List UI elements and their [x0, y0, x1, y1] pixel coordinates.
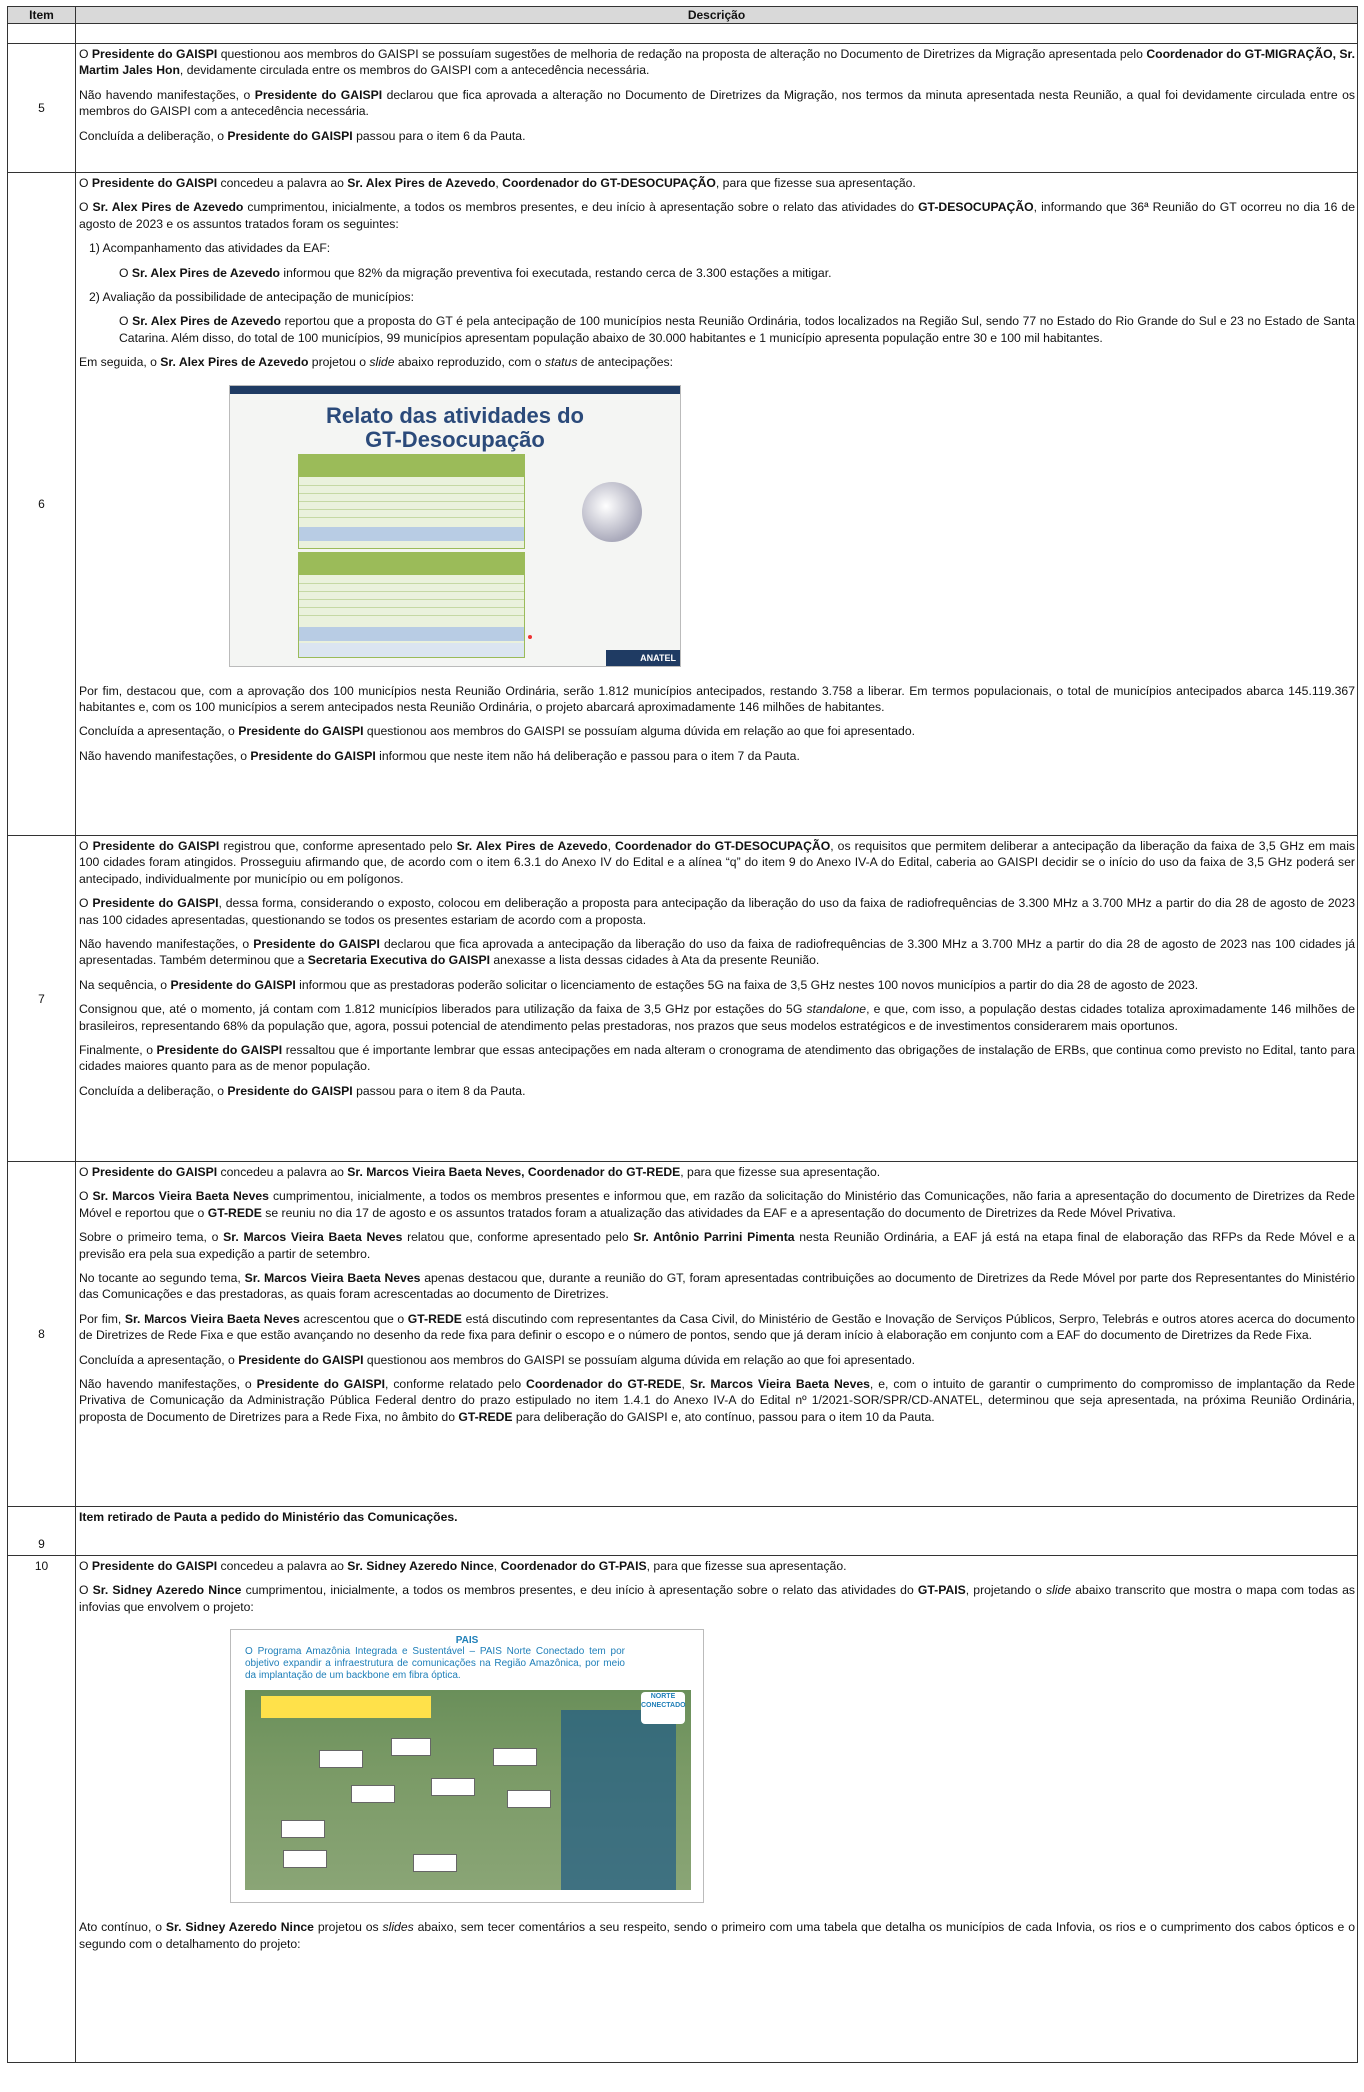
italic-text: slide — [369, 355, 395, 370]
text-run: O — [119, 265, 132, 280]
bold-text: GT-DESOCUPAÇÃO — [918, 200, 1034, 215]
text-run: cumprimentou, inicialmente, a todos os membros presentes, e deu início à apresentação sobre o relato das atividades do — [241, 1583, 918, 1598]
text-run: O — [79, 839, 93, 853]
paragraph — [79, 1164, 1355, 1180]
bold-text: Sr. Sidney Azeredo Nince — [92, 1583, 242, 1598]
slide-title — [230, 404, 680, 452]
paragraph — [79, 1919, 1355, 1952]
paragraph — [79, 1229, 1355, 1262]
bold-text: Sr. Sidney Azeredo Nince — [347, 1559, 494, 1573]
text-run: projetou o — [308, 355, 370, 370]
paragraph — [79, 895, 1355, 928]
slide-table-total — [299, 627, 524, 641]
paragraph — [79, 1083, 1355, 1099]
text-run: questionou aos membros do GAISPI se possuíam alguma dúvida em relação ao que foi apresentado. — [363, 724, 916, 739]
map-label-box — [431, 1778, 475, 1796]
text-run: informou que as prestadoras poderão solicitar o licenciamento de estações 5G na faixa de 3,5 GHz nestes 100 novos municípios a partir do dia 28 de agosto de 2023. — [295, 977, 1199, 992]
text-run: Não havendo manifestações, o — [79, 937, 254, 952]
italic-text: standalone — [806, 1002, 867, 1017]
paragraph — [79, 838, 1355, 887]
bold-text: Coordenador do GT-PAIS — [500, 1559, 647, 1573]
text-run: O — [79, 896, 93, 911]
table-row — [8, 44, 1358, 173]
text-run: Consignou que, até o momento, já contam com 1.812 municípios liberados para utilização da faixa de 3,5 GHz por estações do 5G — [79, 1002, 807, 1017]
bold-text: Sr. Marcos Vieira Baeta Neves — [92, 1189, 269, 1204]
italic-text: slides — [382, 1920, 414, 1935]
text-run: concedeu a palavra ao — [217, 1165, 348, 1179]
text-run: O — [79, 200, 93, 215]
list-item: 2) Avaliação da possibilidade de antecipação de municípios: — [89, 290, 414, 305]
bold-text: Sr. Antônio Parrini Pimenta — [633, 1230, 795, 1245]
item-number: 7 — [8, 836, 76, 1162]
text-run: abaixo, sem tecer comentários a seu respeito, sendo o primeiro com uma tabela que detalha os municípios de cada Infovia, os rios e o cumprimento dos cabos ópticos e o segundo com o detalhamento do projeto: — [79, 1920, 1355, 1951]
bold-text: Presidente do GAISPI — [91, 47, 218, 61]
map-label-box — [319, 1750, 363, 1768]
text-run: , informando que 36ª Reunião do GT ocorreu no dia 16 de agosto de 2023 e os assuntos tratados foram os seguintes: — [79, 200, 1355, 231]
bold-text: Presidente do GAISPI — [256, 1377, 386, 1392]
header-item: Item — [8, 7, 76, 24]
text-run: , para que fizesse sua apresentação. — [715, 176, 916, 190]
text-run: , — [681, 1377, 690, 1392]
satellite-dish-icon — [582, 482, 642, 542]
slide-table-header — [299, 553, 524, 575]
bold-text: Sr. Marcos Vieira Baeta Neves — [689, 1377, 870, 1392]
map-label-box — [281, 1820, 325, 1838]
bold-text: Presidente do GAISPI — [227, 1083, 353, 1098]
table-row — [8, 173, 1358, 836]
text-run: relatou que, conforme apresentado pelo — [402, 1230, 634, 1245]
paragraph — [79, 1582, 1355, 1615]
paragraph — [79, 175, 1355, 191]
slide-table-rule — [299, 615, 524, 616]
item-description — [76, 1556, 1358, 2063]
paragraph — [79, 1270, 1355, 1303]
norte-conectado-logo: NORTE CONECTADO — [641, 1692, 685, 1724]
text-run: se reuniu no dia 17 de agosto e os assuntos tratados foram a atualização das atividades da EAF e a apresentação do documento de Diretrizes da Rede Móvel Privativa. — [261, 1205, 1176, 1220]
text-run: acrescentou que o — [299, 1311, 408, 1326]
text-run: , devidamente circulada entre os membros do GAISPI com a antecedência necessária. — [179, 63, 650, 78]
text-run: Não havendo manifestações, o — [79, 1377, 257, 1392]
text-run: O — [79, 1165, 92, 1179]
text-run: registrou que, conforme apresentado pelo — [219, 839, 457, 853]
slide-table-rule — [299, 485, 524, 486]
paragraph — [79, 1509, 1355, 1525]
bold-text: Coordenador do GT-DESOCUPAÇÃO — [502, 176, 716, 190]
text-run: Ato contínuo, o — [79, 1920, 166, 1935]
bold-text: Sr. Marcos Vieira Baeta Neves — [244, 1271, 421, 1286]
text-run: Finalmente, o — [79, 1043, 157, 1058]
slide-title-line: Relato das atividades do — [326, 402, 584, 428]
slide-table-total — [299, 527, 524, 541]
item-number: 6 — [8, 173, 76, 836]
slide-table-header — [299, 455, 524, 477]
item-number: 9 — [8, 1507, 76, 1556]
bold-text: Presidente do GAISPI — [254, 87, 383, 102]
paragraph — [79, 354, 1355, 370]
list-item: 1) Acompanhamento das atividades da EAF: — [89, 241, 331, 256]
list-subitem — [119, 313, 1355, 346]
slide-image-pais-map — [230, 1629, 704, 1903]
pointer-dot-icon — [528, 635, 532, 639]
slide-table-municipios — [298, 454, 525, 549]
slide-table-rule — [299, 509, 524, 510]
slide-table-rule — [299, 501, 524, 502]
item-number: 10 — [8, 1556, 76, 2063]
slide-subtitle: O Programa Amazônia Integrada e Sustentável – PAIS Norte Conectado tem por objetivo expandir a infraestrutura de comunicações na Região Amazônica, por meio da implantação de um backbone em fibra óptica. — [245, 1646, 625, 1682]
map-label-box — [283, 1850, 327, 1868]
italic-text: status — [544, 355, 578, 370]
text-run: apenas destacou que, durante a reunião do GT, foram apresentadas contribuições ao documento de Diretrizes da Rede Móvel por parte dos Representantes do Ministério das Comunicações e das prestadoras, as quais foram acrescentadas ao documento de Diretrizes. — [79, 1271, 1355, 1302]
slide-table-rule — [299, 517, 524, 518]
item-description — [76, 1507, 1358, 1556]
bold-text: Presidente do GAISPI — [92, 839, 220, 853]
bold-text: Presidente do GAISPI — [92, 896, 219, 911]
slide-table-rule — [299, 599, 524, 600]
text-run: informou que 82% da migração preventiva foi executada, restando cerca de 3.300 estações a mitigar. — [280, 265, 832, 280]
paragraph — [79, 723, 1355, 739]
blank-desc-cell — [76, 24, 1358, 44]
text-run: Não havendo manifestações, o — [79, 748, 251, 763]
slide-title-line: GT-Desocupação — [365, 426, 545, 452]
paragraph — [79, 1376, 1355, 1425]
text-run: Concluída a apresentação, o — [79, 1352, 239, 1367]
paragraph — [79, 748, 1355, 764]
bold-text: GT-REDE — [458, 1409, 513, 1424]
text-run: Concluída a deliberação, o — [79, 1083, 228, 1098]
text-run: concedeu a palavra ao — [217, 176, 348, 190]
bold-text: Presidente do GAISPI — [238, 1352, 364, 1367]
bold-text: Sr. Alex Pires de Azevedo — [92, 200, 244, 215]
bold-text: Sr. Alex Pires de Azevedo — [160, 355, 309, 370]
slide-table-rule — [299, 493, 524, 494]
item-number: 8 — [8, 1162, 76, 1507]
bold-text: Presidente do GAISPI — [156, 1043, 283, 1058]
text-run: ressaltou que é importante lembrar que essas antecipações em nada alteram o cronograma de atendimento das obrigações de instalação de ERBs, que continua como previsto no Edital, tanto para cidades maiores quanto para as de menor população. — [79, 1043, 1355, 1074]
slide-heading: PAIS — [455, 1635, 479, 1647]
header-description: Descrição — [76, 7, 1358, 24]
anatel-logo: ANATEL — [606, 650, 680, 666]
bold-text: Item retirado de Pauta a pedido do Ministério das Comunicações. — [79, 1510, 458, 1524]
paragraph — [79, 683, 1355, 716]
text-run: reportou que a proposta do GT é pela antecipação de 100 municípios nesta Reunião Ordinária, todos localizados na Região Sul, sendo 77 no Estado do Rio Grande do Sul e 23 no Estado de Santa Catarina. Além disso, do total de 100 municípios, 99 municípios apresentam população abaixo de 30.000 habitantes e 1 município apresenta população entre 30 e 100 mil habitantes. — [119, 314, 1355, 345]
bold-text: Sr. Marcos Vieira Baeta Neves, Coordenador do GT-REDE — [347, 1165, 681, 1179]
text-run: de antecipações: — [577, 355, 673, 370]
text-run: Por fim, — [79, 1311, 125, 1326]
text-run: anexasse a lista dessas cidades à Ata da presente Reunião. — [490, 953, 820, 968]
text-run: O — [79, 1189, 93, 1204]
item-description — [76, 173, 1358, 836]
text-run: projetou os — [313, 1920, 383, 1935]
slide-top-bar — [230, 386, 680, 394]
item-description — [76, 44, 1358, 173]
paragraph — [79, 1558, 1355, 1574]
bold-text: Presidente do GAISPI — [91, 1559, 218, 1573]
text-run: , e que, com isso, a população destas cidades totaliza aproximadamente 146 milhões de brasileiros, representando 68% da população que, agora, possui potencial de atendimento pelas prestadoras, nos prazos que seus modelos estratégicos e de investimentos considerarem mais oportunos. — [79, 1002, 1355, 1033]
text-run: cumprimentou, inicialmente, a todos os membros presentes, e deu início à apresentação sobre o relato das atividades do — [243, 200, 919, 215]
bold-text: Sr. Alex Pires de Azevedo — [131, 265, 280, 280]
map-legend — [261, 1696, 431, 1718]
table-row — [8, 836, 1358, 1162]
item-description — [76, 836, 1358, 1162]
bold-text: GT-REDE — [207, 1205, 262, 1220]
text-run: abaixo transcrito que mostra o mapa com todas as infovias que envolvem o projeto: — [79, 1583, 1355, 1614]
map-label-box — [413, 1854, 457, 1872]
text-run: para deliberação do GAISPI e, ato contínuo, passou para o item 10 da Pauta. — [512, 1409, 935, 1424]
text-run: Na sequência, o — [79, 977, 171, 992]
paragraph — [79, 977, 1355, 993]
paragraph — [79, 199, 1355, 232]
blank-item-cell — [8, 24, 76, 44]
text-run: , — [493, 1559, 501, 1573]
text-run: abaixo reproduzido, com o — [394, 355, 545, 370]
text-run: Sobre o primeiro tema, o — [79, 1230, 224, 1245]
bold-text: Coordenador do GT-REDE — [526, 1377, 682, 1392]
text-run: Concluída a apresentação, o — [79, 724, 239, 739]
text-run: O — [79, 176, 92, 190]
bold-text: Presidente do GAISPI — [91, 176, 218, 190]
text-run: declarou que fica aprovada a alteração no Documento de Diretrizes da Migração, nos termos da minuta apresentada nesta Reunião, a qual foi devidamente circulada entre os membros do GAISPI com a antecedência necessária. — [79, 87, 1355, 119]
map-label-box — [507, 1790, 551, 1808]
paragraph — [79, 1352, 1355, 1368]
text-run: Não havendo manifestações, o — [79, 87, 255, 102]
text-run: , para que fizesse sua apresentação. — [680, 1165, 881, 1179]
text-run: Concluída a deliberação, o — [79, 128, 228, 143]
slide-image-desocupacao — [229, 385, 681, 667]
text-run: cumprimentou, inicialmente, a todos os membros presentes e informou que, em razão da solicitação do Ministério das Comunicações, não faria a apresentação do documento de Diretrizes da Rede Móvel e reportou que o — [79, 1189, 1355, 1220]
bold-text: Presidente do GAISPI — [227, 128, 353, 143]
text-run: Por fim, destacou que, com a aprovação dos 100 municípios nesta Reunião Ordinária, serão 1.812 municípios antecipados, restando 3.758 a liberar. Em termos populacionais, o total de municípios antecipados abarca 145.119.367 habitantes e, com os 100 municípios a serem antecipados nesta Reunião Ordinária, o projeto abarcará aproximadamente 146 milhões de habitantes. — [79, 683, 1355, 715]
paragraph — [79, 1311, 1355, 1344]
text-run: está discutindo com representantes da Casa Civil, do Ministério de Gestão e Inovação de Serviços Públicos, Serpro, Telebrás e outros atores acerca do documento de Diretrizes de Rede Fixa e que estão avançando no desenho da rede fixa para definir o escopo e o número de pontos, sendo que já deram início à elaboração em conjunto com a EAF do documento de Diretrizes da Rede Fixa. — [79, 1311, 1355, 1343]
paragraph — [79, 1188, 1355, 1221]
text-run: , para que fizesse sua apresentação. — [646, 1559, 847, 1573]
table-row — [8, 1162, 1358, 1507]
bold-text: Presidente do GAISPI — [170, 977, 296, 992]
map-label-box — [493, 1748, 537, 1766]
text-run: passou para o item 6 da Pauta. — [352, 128, 526, 143]
text-run: , os requisitos que permitem deliberar a antecipação da liberação da faixa de 3,5 GHz em mais 100 cidades foram atingidos. Prosseguiu afirmando que, de acordo com o item 6.3.1 do Anexo IV do Edital e a alínea “q” do item 9 do Anexo IV-A do Edital, caberia ao GAISPI decidir se o início do uso da faixa de 3,5 GHz poderá ser antecipado, individualmente por município ou em polígonos. — [79, 839, 1356, 886]
text-run: O — [119, 314, 133, 329]
bold-text: Presidente do GAISPI — [250, 748, 376, 763]
map-label-box — [391, 1738, 431, 1756]
paragraph — [79, 1001, 1355, 1034]
text-run: questionou aos membros do GAISPI se possuíam sugestões de melhoria de redação na proposta de alteração no Documento de Diretrizes da Migração apresentada pelo — [217, 47, 1147, 61]
bold-text: Presidente do GAISPI — [91, 1165, 218, 1179]
text-run: concedeu a palavra ao — [217, 1559, 348, 1573]
bold-text: Sr. Alex Pires de Azevedo — [456, 839, 608, 853]
paragraph — [79, 46, 1355, 79]
bold-text: Secretaria Executiva do GAISPI — [307, 953, 490, 968]
text-run: declarou que fica aprovada a antecipação da liberação do uso da faixa de radiofrequências de 3.300 MHz a 3.700 MHz a partir do dia 28 de agosto de 2023 nas 100 cidades já apresentadas. Também determinou que a — [79, 937, 1355, 968]
bold-text: Sr. Marcos Vieira Baeta Neves — [223, 1230, 403, 1245]
bold-text: Presidente do GAISPI — [253, 937, 380, 952]
text-run: , — [495, 176, 503, 190]
text-run: No tocante ao segundo tema, — [79, 1271, 245, 1286]
table-row — [8, 1556, 1358, 2063]
text-run: , — [607, 839, 616, 853]
bold-text: Sr. Sidney Azeredo Nince — [165, 1920, 314, 1935]
bold-text: Coordenador do GT-DESOCUPAÇÃO — [615, 839, 831, 853]
text-run: , e, com o intuito de garantir o cumprimento do compromisso de implantação da Rede Privativa de Comunicação da Administração Pública Federal dentro do prazo estipulado no item 1.4.1 do Anexo IV-A do Edital nº 1/2021-SOR/SPR/CD-ANATEL, determinou que seja apresentada, na próxima Reunião Ordinária, proposta de Documento de Diretrizes para a Rede Fixa, no âmbito do — [79, 1377, 1355, 1424]
item-number: 5 — [8, 44, 76, 173]
text-run: , projetando o — [965, 1583, 1046, 1598]
minutes-table — [7, 6, 1358, 2063]
slide-table-populacao — [298, 552, 525, 658]
text-run: O — [79, 47, 92, 61]
text-run: O — [79, 1559, 92, 1573]
paragraph — [79, 936, 1355, 969]
table-row-blank — [8, 24, 1358, 44]
table-header — [8, 7, 1358, 24]
text-run: questionou aos membros do GAISPI se possuíam alguma dúvida em relação ao que foi apresentado. — [363, 1352, 916, 1367]
bold-text: Sr. Alex Pires de Azevedo — [347, 176, 496, 190]
italic-text: slide — [1045, 1583, 1072, 1598]
table-row — [8, 1507, 1358, 1556]
map-sea-area — [561, 1710, 676, 1890]
text-run: passou para o item 8 da Pauta. — [352, 1083, 526, 1098]
slide-table-rule — [299, 583, 524, 584]
text-run: , conforme relatado pelo — [385, 1377, 527, 1392]
text-run: , dessa forma, considerando o exposto, colocou em deliberação a proposta para antecipação da liberação do uso da faixa de radiofrequências de 3.300 MHz a 3.700 MHz a partir do dia 28 de agosto de 2023 nas 100 cidades apresentadas, questionando se todos os presentes estariam de acordo com a proposta. — [79, 896, 1355, 927]
text-run: Em seguida, o — [79, 355, 161, 370]
item-description — [76, 1162, 1358, 1507]
text-run: nesta Reunião Ordinária, a EAF já está na etapa final de elaboração das RFPs da Rede Móvel e a previsão era pela sua expedição a partir de setembro. — [79, 1230, 1355, 1261]
bold-text: Presidente do GAISPI — [238, 724, 364, 739]
paragraph — [79, 87, 1355, 120]
slide-table-rule — [299, 607, 524, 608]
paragraph — [79, 128, 1355, 144]
bold-text: GT-REDE — [407, 1311, 462, 1326]
bold-text: Sr. Alex Pires de Azevedo — [132, 314, 281, 329]
text-run: informou que neste item não há deliberação e passou para o item 7 da Pauta. — [375, 748, 800, 763]
map-label-box — [351, 1785, 395, 1803]
paragraph — [79, 1042, 1355, 1075]
slide-table-total — [299, 643, 524, 657]
bold-text: GT-PAIS — [917, 1583, 966, 1598]
slide-table-rule — [299, 591, 524, 592]
bold-text: Sr. Marcos Vieira Baeta Neves — [124, 1311, 300, 1326]
text-run: O — [79, 1583, 93, 1598]
bold-text: Coordenador do GT-MIGRAÇÃO, Sr. Martim Jales Hon — [79, 47, 1355, 78]
list-subitem — [119, 265, 1355, 281]
